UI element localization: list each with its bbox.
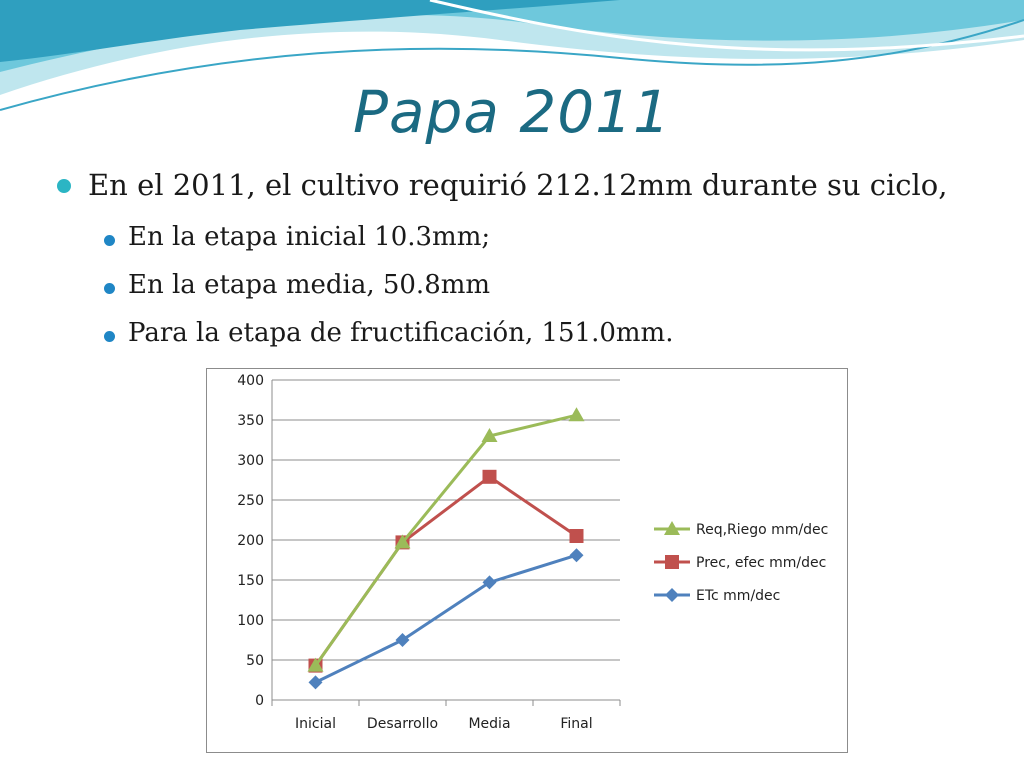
y-tick-label: 400 — [237, 373, 264, 389]
y-tick-label: 350 — [237, 413, 264, 429]
x-tick-label: Desarrollo — [366, 716, 439, 732]
data-point — [570, 529, 584, 543]
bullet-main: En el 2011, el cultivo requirió 212.12mm durante su ciclo, — [88, 168, 948, 202]
legend-label: Req,Riego mm/dec — [696, 522, 829, 538]
legend-label: Prec, efec mm/dec — [696, 555, 827, 571]
y-tick-label: 0 — [255, 693, 264, 709]
series-line-2 — [316, 477, 577, 666]
data-point — [309, 675, 323, 689]
y-tick-label: 250 — [237, 493, 264, 509]
legend-marker — [665, 588, 679, 602]
bullet-dot-sub — [104, 283, 115, 294]
y-tick-label: 200 — [237, 533, 264, 549]
x-tick-label: Media — [468, 716, 511, 732]
x-tick-label: Inicial — [295, 716, 336, 732]
bullet-dot-sub — [104, 235, 115, 246]
data-point — [483, 470, 497, 484]
y-tick-label: 100 — [237, 613, 264, 629]
bullet-sub-inicial: En la etapa inicial 10.3mm; — [128, 222, 491, 252]
x-tick-label: Final — [560, 716, 593, 732]
bullet-sub-media: En la etapa media, 50.8mm — [128, 270, 491, 300]
bullet-sub-fructificacion: Para la etapa de fructificación, 151.0mm. — [128, 318, 674, 348]
y-tick-label: 300 — [237, 453, 264, 469]
slide-title: Papa 2011 — [353, 78, 671, 146]
legend-label: ETc mm/dec — [696, 588, 781, 604]
data-point — [570, 548, 584, 562]
legend-marker — [665, 555, 679, 569]
series-line-3 — [316, 555, 577, 682]
bullet-dot-main — [57, 179, 71, 193]
line-chart — [206, 368, 848, 753]
y-tick-label: 50 — [246, 653, 264, 669]
y-tick-label: 150 — [237, 573, 264, 589]
data-point — [569, 407, 585, 421]
bullet-dot-sub — [104, 331, 115, 342]
